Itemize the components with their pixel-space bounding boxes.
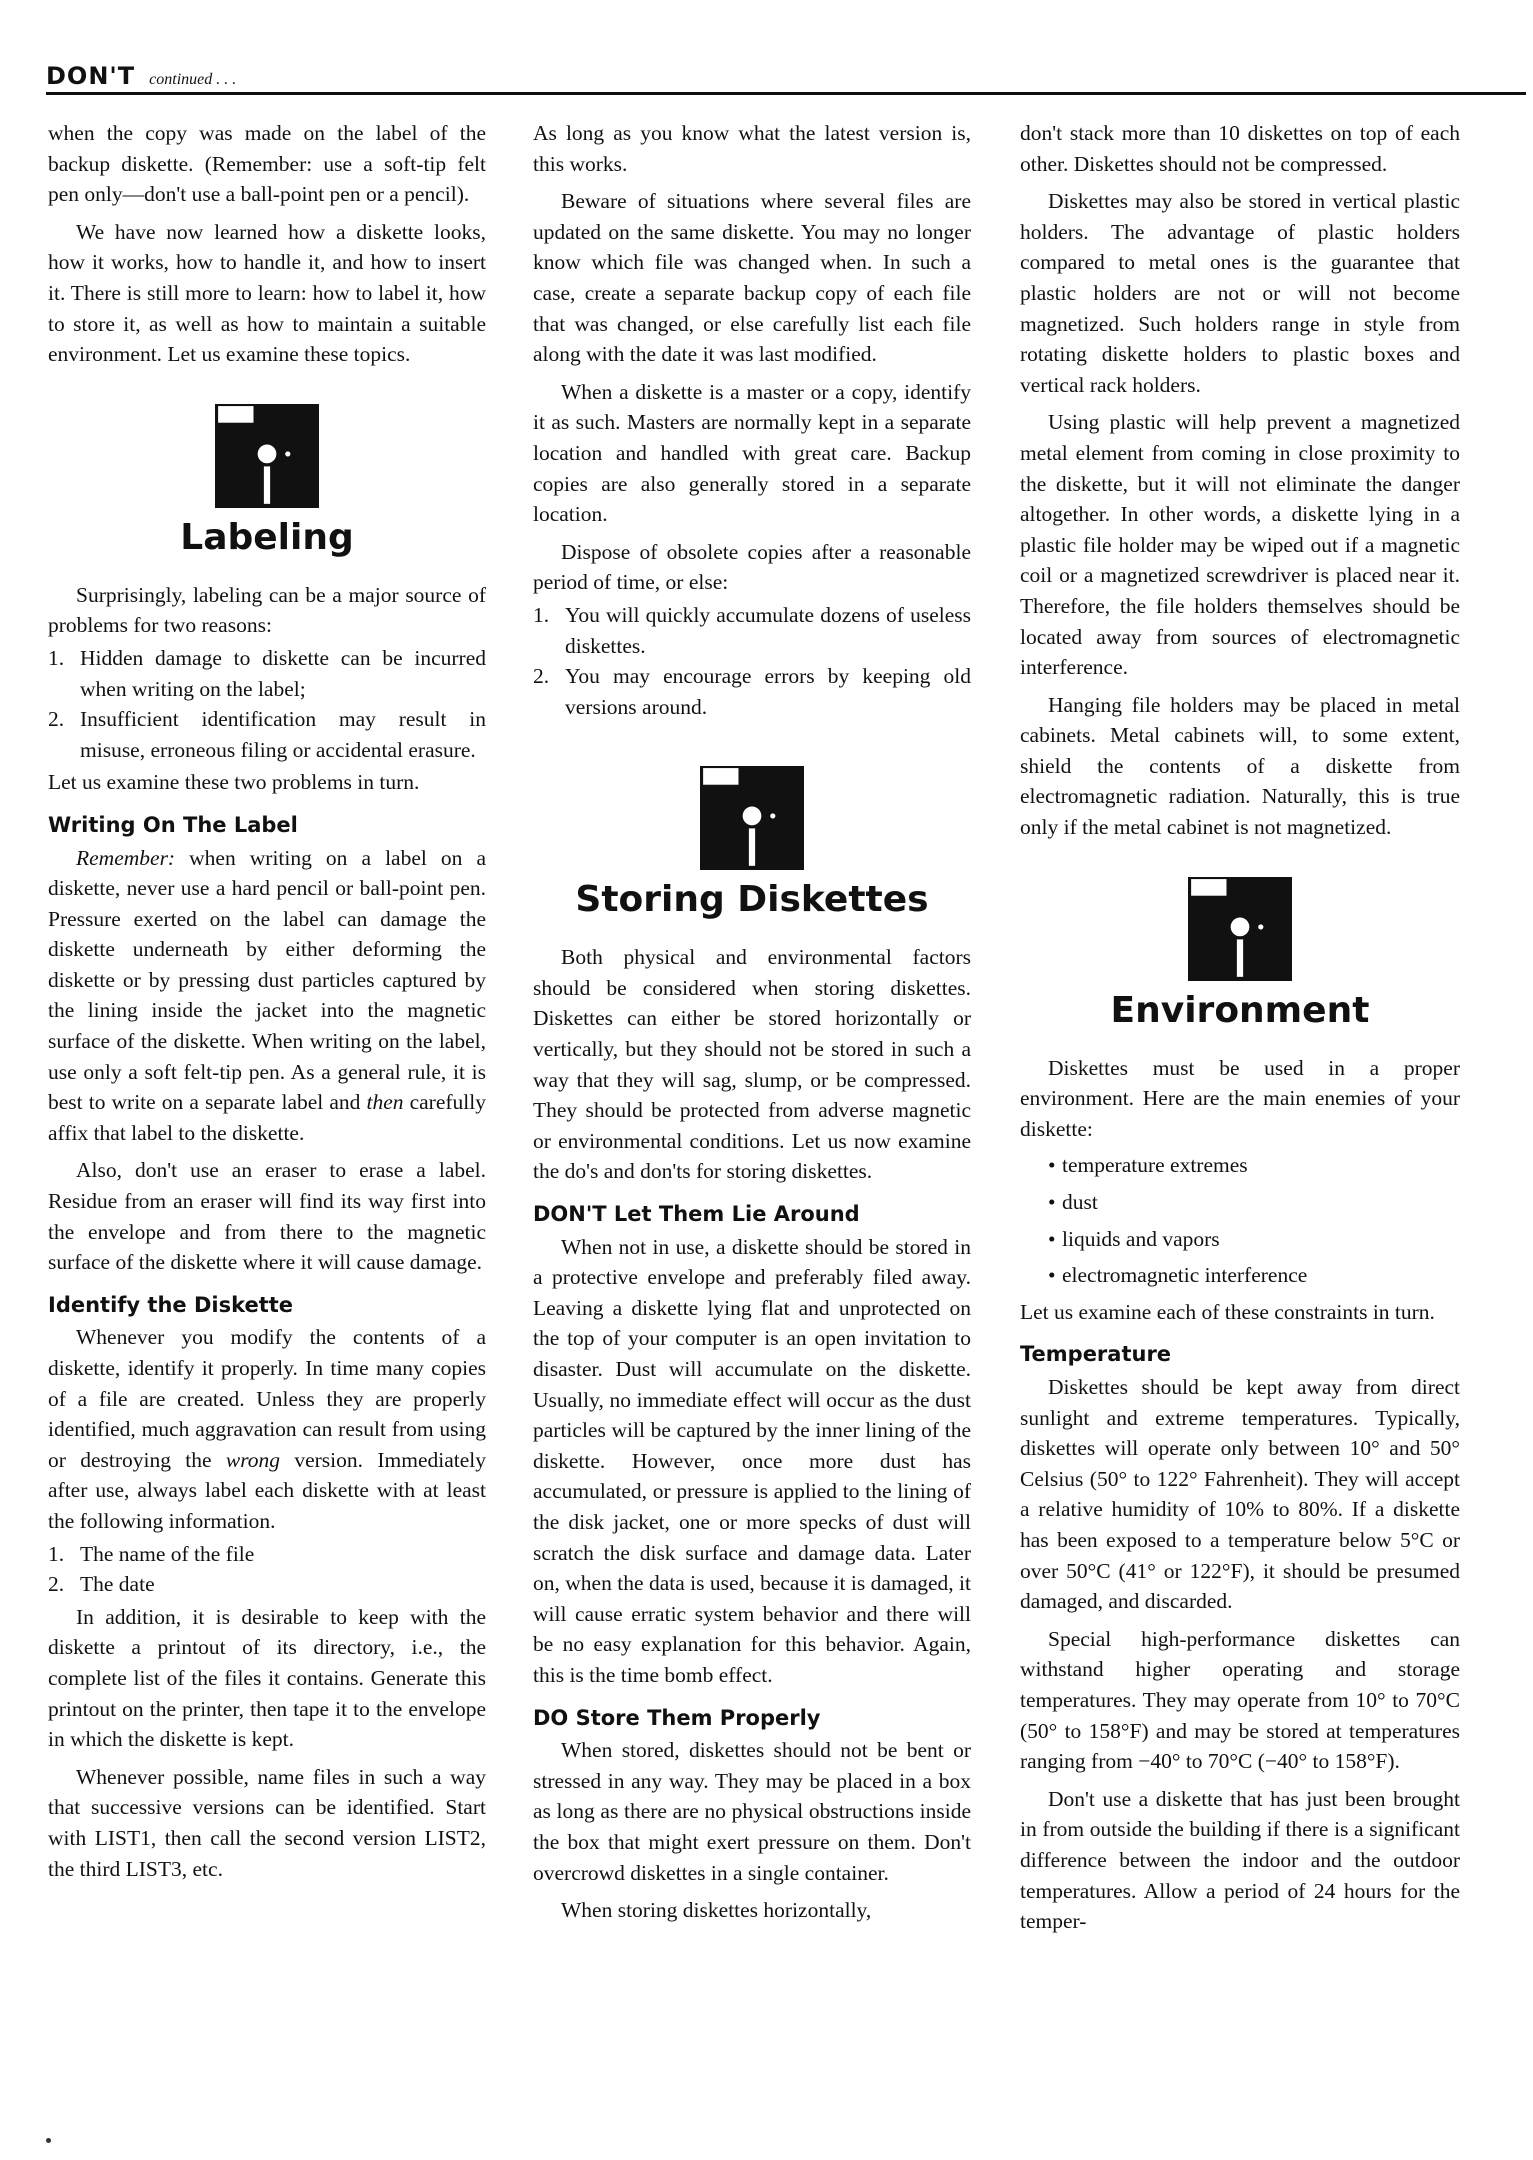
paragraph: Remember: when writing on a label on a diskette, never use a hard pencil or ball-point pen. Pressure exerted on the label can damage the diskette underneath by either deforming the diskette or by pressing dust particles captured by the lining inside the jacket into the magnetic surface of the diskette. When writing on the label, use only a soft felt-tip pen. As a general rule, it is best to write on a separate label and then carefully affix that label to the diskette. — [48, 845, 486, 1145]
section-title: Environment — [1110, 989, 1370, 1031]
column-1 — [48, 118, 486, 1884]
paragraph: Also, don't use an eraser to erase a label. Residue from an eraser will find its way first into the envelope and from there to the magnetic surface of the diskette where it will cause damage. — [48, 1158, 486, 1275]
paragraph: Dispose of obsolete copies after a reasonable period of time, or else: — [533, 539, 971, 595]
diskette-icon — [700, 766, 804, 870]
subheading: DO Store Them Properly — [533, 1705, 821, 1730]
list-item: • temperature extremes — [1048, 1153, 1248, 1178]
paragraph: Beware of situations where several files are updated on the same diskette. You may no longer know which file was changed when. In such a case, create a separate backup copy of each file that was changed, or else carefully list each file along with the date it was last modified. — [533, 189, 971, 367]
paragraph: Whenever you modify the contents of a diskette, identify it properly. In time many copies of a file are created. Unless they are properly identified, much aggravation can result from using or destroying the wrong version. Immediately after use, always label each diskette with at least the following information. — [48, 1325, 486, 1533]
page-mark — [46, 2138, 51, 2143]
list-item: 2. Insufficient identification may result in misuse, erroneous filing or accidental erasure. — [48, 707, 486, 762]
list-item: 2. The date — [48, 1572, 155, 1597]
list-item: • electromagnetic interference — [1048, 1263, 1308, 1288]
header-title: DON'T — [46, 62, 136, 90]
subheading: Identify the Diskette — [48, 1292, 294, 1317]
paragraph: When a diskette is a master or a copy, identify it as such. Masters are normally kept in a separate location and handled with great care. Backup copies are also generally stored in a separate location. — [533, 379, 971, 527]
list-item: 1. Hidden damage to diskette can be incurred when writing on the label; — [48, 645, 486, 701]
paragraph: Diskettes should be kept away from direct sunlight and extreme temperatures. Typically, diskettes will operate only between 10° and 50° Celsius (50° to 122° Fahrenheit). They will accept a relative humidity of 10% to 80%. If a diskette has been exposed to a temperature below 5°C or over 50°C (41° or 122°F), it should be presumed damaged, and discarded. — [1020, 1375, 1460, 1614]
paragraph: Both physical and environmental factors should be considered when storing diskettes. Diskettes can either be stored horizontally or vertically, but they should not be stored in such a way that they will sag, slump, or be compressed. They should be protected from adverse magnetic or environmental conditions. Let us now examine the do's and don'ts for storing diskettes. — [533, 945, 971, 1184]
section-storing — [533, 766, 971, 920]
paragraph: Diskettes must be used in a proper environment. Here are the main enemies of your diskette: — [1020, 1055, 1460, 1141]
enemies-list — [1020, 1150, 1460, 1290]
section-title: Storing Diskettes — [575, 879, 929, 921]
list-item: 1. The name of the file — [48, 1541, 255, 1566]
list-item: • dust — [1048, 1190, 1098, 1215]
paragraph: In addition, it is desirable to keep with the diskette a printout of its directory, i.e., the complete list of the files it contains. Generate this printout on the printer, then tape it to the envelope in which the diskette is kept. — [48, 1604, 486, 1752]
paragraph: Using plastic will help prevent a magnetized metal element from coming in close proximity to the diskette, but it will not eliminate the danger altogether. In other words, a diskette lying in a plastic file holder may be wiped out if a magnetic coil or a magnetized screwdriver is placed near it. Therefore, the file holders themselves should be located away from sources of electromagnetic interference. — [1020, 410, 1460, 680]
paragraph: Surprisingly, labeling can be a major source of problems for two reasons: — [48, 582, 486, 638]
paragraph: As long as you know what the latest version is, this works. — [533, 121, 971, 176]
section-environment — [1020, 877, 1460, 1031]
list-item: • liquids and vapors — [1048, 1226, 1220, 1251]
header-rule — [46, 92, 1526, 95]
subheading: DON'T Let Them Lie Around — [533, 1202, 860, 1227]
section-title: Labeling — [180, 516, 354, 558]
problem-list — [48, 643, 486, 765]
subheading: Writing On The Label — [48, 812, 298, 837]
section-labeling — [48, 404, 486, 558]
paragraph: Hanging file holders may be placed in metal cabinets. Metal cabinets will, to some extent, shield the contents of a diskette from electromagnetic radiation. Naturally, this is true only if the metal cabinet is not magnetized. — [1020, 692, 1460, 840]
paragraph: when the copy was made on the label of the backup diskette. (Remember: use a soft-tip felt pen only—don't use a ball-point pen or a pencil). — [48, 121, 486, 207]
diskette-icon — [1188, 877, 1292, 981]
list-item: 1. You will quickly accumulate dozens of useless diskettes. — [533, 602, 971, 658]
info-list — [48, 1539, 486, 1600]
paragraph: When storing diskettes horizontally, — [561, 1898, 872, 1923]
paragraph: When not in use, a diskette should be stored in a protective envelope and preferably filed away. Leaving a diskette lying flat and unprotected on the top of your computer is an open invitation to disaster. Dust will accumulate on the diskette. Usually, no immediate effect will occur as the dust particles will be captured by the inner lining of the diskette. However, once more dust has accumulated, or pressure is applied to the lining of the disk jacket, one or more specks of dust will scratch the disk surface and damage data. Later on, when the data is used, because it is damaged, it will cause erratic system behavior and there will be no easy explanation for this behavior. Again, this is the time bomb effect. — [533, 1234, 971, 1687]
column-3 — [1020, 118, 1460, 1937]
paragraph: Special high-performance diskettes can withstand higher operating and storage temperatures. They may operate from 10° to 70°C (50° to 158°F) and may be stored at temperatures ranging from −40° to 70°C (−40° to 158°F). — [1020, 1626, 1460, 1774]
header-continued: continued . . . — [149, 71, 237, 88]
paragraph: When stored, diskettes should not be bent or stressed in any way. They may be placed in a box as long as there are no physical obstructions inside the box that might exert pressure on them. Don't overcrowd diskettes in a single container. — [533, 1738, 971, 1885]
subheading: Temperature — [1020, 1342, 1172, 1367]
paragraph: Let us examine each of these constraints in turn. — [1020, 1299, 1435, 1324]
paragraph: don't stack more than 10 diskettes on top of each other. Diskettes should not be compressed. — [1020, 121, 1460, 176]
paragraph: We have now learned how a diskette looks, how it works, how to handle it, and how to insert it. There is still more to learn: how to label it, how to store it, as well as how to maintain a suitable environment. Let us examine these topics. — [48, 219, 486, 367]
obsolete-list — [533, 600, 971, 722]
diskette-icon — [215, 404, 319, 508]
list-item: 2. You may encourage errors by keeping old versions around. — [533, 664, 971, 719]
paragraph: Don't use a diskette that has just been brought in from outside the building if there is a significant difference between the indoor and the outdoor temperatures. Allow a period of 24 hours for the temper- — [1020, 1786, 1460, 1934]
page-header — [46, 62, 1526, 96]
paragraph: Whenever possible, name files in such a way that successive versions can be identified. Start with LIST1, then call the second version LIST2, the third LIST3, etc. — [48, 1764, 486, 1881]
paragraph: Let us examine these two problems in turn. — [48, 770, 420, 795]
column-2 — [533, 118, 971, 1926]
paragraph: Diskettes may also be stored in vertical plastic holders. The advantage of plastic holders compared to metal ones is the guarantee that plastic holders are not or will not become magnetized. Such holders range in style from rotating diskette holders to plastic boxes and vertical rack holders. — [1020, 189, 1460, 397]
